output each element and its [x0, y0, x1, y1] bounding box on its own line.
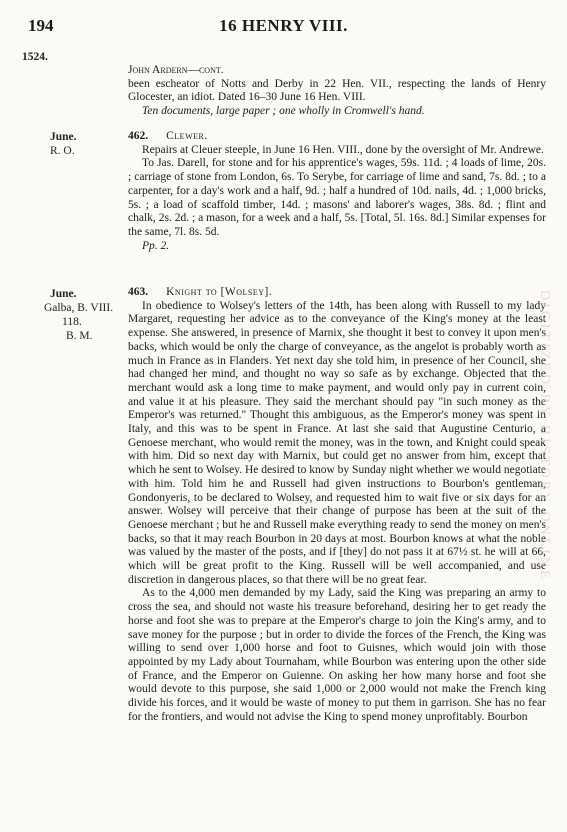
- margin-463-ref-2: 118.: [62, 316, 82, 328]
- running-head: 16 HENRY VIII.: [219, 16, 348, 35]
- continued-entry: [128, 64, 546, 119]
- entry-462-heading: [128, 130, 546, 144]
- margin-463-ref-1: Galba, B. VIII.: [44, 302, 114, 314]
- entry-462: [128, 130, 546, 253]
- entry-463: [128, 286, 546, 725]
- watermark: DIGITIZED BY HISTORY ONLINE: [537, 290, 552, 582]
- margin-462: [14, 130, 90, 158]
- continued-note: Ten documents, large paper ; one wholly in Cromwell's hand.: [142, 105, 425, 118]
- margin-year: 1524.: [22, 51, 48, 63]
- entry-462-pages: Pp. 2.: [142, 239, 170, 252]
- entry-463-para-1: In obedience to Wolsey's letters of the 14th, has been along with Russell to my lady Margaret, requesting her advice as to the conveyance of the King's money at the least expense. She answered, in presence of Marnix, she thought it best to convey it upon men's backs, which would be only the charge of conveyance, as the angelot is probably worth as much in France as in Flanders. Yet next day she told him, in presence of her Council, she had changed her mind, and thought no way so safe as by exchange. Objected that the merchant would ask a long time to make payment, and would only pay in current coin, and value it at his pleasure. They said the merchant should pay "in such money as the Emperor's was returned." Thought this ambiguous, as the Emperor's money was spent in Italy, and this was to be spent in France. At last she said that Augustine Centurio, a Genoese merchant, who would remit the money, was in the town, and Knight could speak with him. Did so next day with Marnix, but could get no answer from him, except that which he sent to Wolsey. He desired to know by Sunday night whether we would negotiate with him. Told him he and Russell had given instructions to Bourbon's gentleman, Gondonyeris, to be declared to Wolsey, and requested him to wait five or six days for an answer. Wolsey will perceive that their change of purpose has been at the suit of the Genoese merchant ; but he and Russell make everything ready to send the money on men's backs, so that it may reach Bourbon in 20 days at most. Bourbon knows at what the noble was valued by the master of the posts, and if [they] do not pass it at 67½ st. he will at 66, which will be great profit to the King. Russell will be well accompanied, and use discretion in dangerous places, so that there will be no great fear.: [128, 299, 546, 586]
- entry-462-title: Clewer.: [166, 130, 208, 142]
- entry-462-number: 462.: [128, 130, 149, 142]
- entry-462-para-2: To Jas. Darell, for stone and for his apprentice's wages, 59s. 11d. ; 4 loads of lime, 20s. ; carriage of stone from London, 6s. To Serybe, for carriage of lime and sand, 7s. 8d. ; to a carpenter, for a day's work and a half, 9d. ; half a hundred of 10d. nails, 4d. ; 1,000 bricks, 5s. ; a load of scaffold timber, 14d. ; masons' and laborer's wages, 38s. 8d. ; flint and chalk, 2s. 2d. ; a mason, for a week and a half, 5s. [Total, 5l. 16s. 8d.] Similar expenses for the same, 7l. 8s. 5d.: [128, 157, 546, 238]
- continued-text: been escheator of Notts and Derby in 22 Hen. VII., respecting the lands of Henry Glocester, an idiot. Dated 16–30 June 16 Hen. VIII.: [128, 77, 546, 104]
- entry-463-para-2: As to the 4,000 men demanded by my Lady, said the King was preparing an army to cross the sea, and should not waste his treasure beforehand, desiring her to get ready the horse and foot she was to prepare at the Emperor's charge to join the King's army, and to save money for the purpose ; but in order to divide the forces of the French, the King was willing to send over 1,000 horse and foot to Guisnes, which would join with those appointed by my Lady about Tournaham, while Bourbon was entering upon the other side of France, and the Emperor on Guienne. On asking her how many horse and foot she would devote to this purpose, she said 1,000 or 2,000 would not make the French king divide his forces, and it would be waste of money to put them in garrison. She has no fear for the frontiers, and would not advise the King to spend money unprofitably. Bourbon: [128, 587, 546, 723]
- entry-462-para-1: Repairs at Cleuer steeple, in June 16 Hen. VIII., done by the oversight of Mr. Andrewe.: [142, 143, 544, 156]
- entry-463-heading: [128, 286, 546, 300]
- continued-heading: John Ardern—cont.: [128, 64, 224, 76]
- page-number: 194: [28, 16, 54, 35]
- margin-462-ref: R. O.: [50, 145, 75, 157]
- entry-463-title: Knight to [Wolsey].: [166, 286, 273, 298]
- entry-463-number: 463.: [128, 286, 149, 298]
- margin-463-ref-3: B. M.: [66, 330, 93, 342]
- page-header: [0, 16, 567, 38]
- margin-463: [14, 287, 138, 343]
- margin-463-date: June.: [50, 288, 77, 300]
- margin-462-date: June.: [50, 131, 77, 143]
